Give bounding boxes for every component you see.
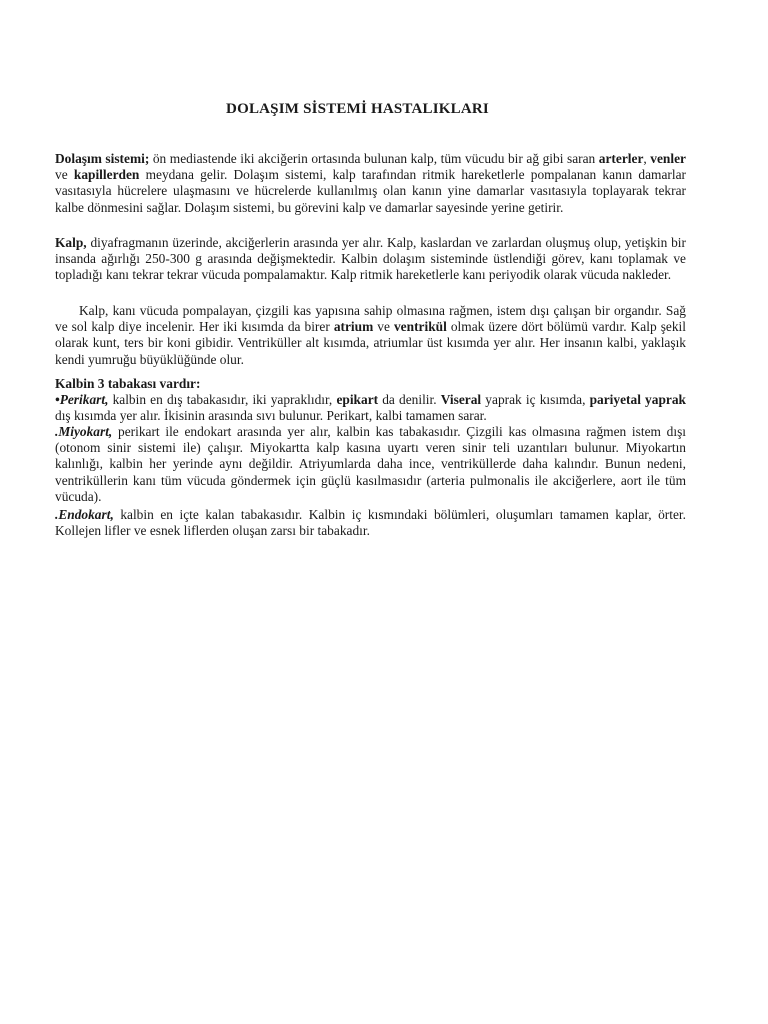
paragraph-text: kalbin en dış tabakasıdır, iki yapraklıdır, — [108, 392, 337, 407]
paragraph-text: yaprak iç kısımda, — [481, 392, 590, 407]
term-miyokart: .Miyokart, — [55, 424, 113, 439]
paragraph-text: ön mediastende iki akciğerin ortasında bulunan kalp, tüm vücudu bir ağ gibi saran — [149, 151, 599, 166]
paragraph-text: perikart ile endokart arasında yer alır, kalbin kas tabakasıdır. Çizgili kas olmasına rağmen istem dışı (otonom sinir sistemi ile) çalışır. Miyokartta kalp kasına uyartı veren sinir teli uzantıları bulunur. Miyokartın kalınlığı, kalbin her yerinde aynı değildir. Atriyumlarda daha ince, ventriküllerde daha kalındır. Bunun nedeni, ventriküllerin kanı tüm vücuda göndermek için güçlü kasılmasıdır (arteria pulmonalis ile akciğerlere, aort ile tüm vücuda). — [55, 424, 686, 504]
paragraph-perikart — [55, 392, 686, 424]
term-kapillerden: kapillerden — [73, 167, 140, 183]
paragraph-heart-structure — [55, 303, 686, 368]
section-heading-layers: Kalbin 3 tabakası vardır: — [55, 376, 201, 391]
paragraph-text: Kalp, kanı vücuda pompalayan, çizgili kas yapısına sahip olmasına rağmen, istem dışı çalışan bir organdır. Sağ ve sol kalp diye incelenir. Her iki kısımda da birer — [55, 303, 686, 335]
separator-text: ve — [55, 167, 74, 183]
term-venler: venler — [650, 151, 686, 166]
separator-text: ve — [373, 319, 394, 335]
term-perikart: •Perikart, — [55, 392, 109, 407]
paragraph-heart — [55, 235, 686, 284]
term-kalp: Kalp, — [55, 235, 87, 250]
paragraph-text: olmak üzere dört bölümü vardır. Kalp şekil olarak kunt, ters bir koni gibidir. Ventriküller alt kısımda, atriumlar üst kısımda yer alır. Her insanın kalbi, yaklaşık kendi yumruğu büyüklüğünde olur. — [55, 319, 686, 367]
paragraph-text: dış kısımda yer alır. İkisinin arasında sıvı bulunur. Perikart, kalbi tamamen sarar. — [55, 408, 487, 424]
paragraph-miyokart — [55, 424, 686, 505]
paragraph-text: kalbin en içte kalan tabakasıdır. Kalbin iç kısmındaki bölümleri, oluşumları tamamen kaplar, örter. Kollejen lifler ve esnek liflerden oluşan zarsı bir tabakadır. — [55, 507, 686, 539]
term-viseral: Viseral — [440, 392, 482, 407]
term-atrium: atrium — [333, 319, 374, 335]
paragraph-endokart — [55, 507, 686, 539]
term-ventrikul: ventrikül — [393, 319, 447, 335]
term-pariyetal-yaprak: pariyetal yaprak — [589, 392, 686, 407]
page-title: DOLAŞIM SİSTEMİ HASTALIKLARI — [226, 101, 489, 117]
paragraph-circulatory-system — [55, 151, 686, 216]
paragraph-text: diyafragmanın üzerinde, akciğerlerin arasında yer alır. Kalp, kaslardan ve zarlardan oluşmuş olup, yetişkin bir insanda ağırlığı 250-300 g arasında değişmektedir. Kalbin dolaşım sisteminde üstlendiği görev, kanı toplamak ve topladığı kanı tekrar tekrar vücuda pompalamaktır. Kalp ritmik hareketlerle kanı periyodik olarak vücuda nakleder. — [55, 235, 686, 283]
paragraph-text: da denilir. — [378, 392, 441, 407]
separator-text: , — [643, 151, 651, 166]
term-dolasim-sistemi: Dolaşım sistemi; — [55, 151, 150, 166]
paragraph-text: meydana gelir. Dolaşım sistemi, kalp tarafından ritmik hareketlerle pompalanan kanın damarlar vasıtasıyla hücrelere ulaşmasını ve hücrelerde kullanılmış olan kanın yine damarlar vasıtasıyla toplayarak tekrar kalbe dönmesini sağlar. Dolaşım sistemi, bu görevini kalp ve damarlar sayesinde yerine getirir. — [55, 167, 686, 215]
term-epikart: epikart — [336, 392, 379, 407]
term-endokart: .Endokart, — [55, 507, 114, 522]
term-arterler: arterler — [598, 151, 644, 166]
